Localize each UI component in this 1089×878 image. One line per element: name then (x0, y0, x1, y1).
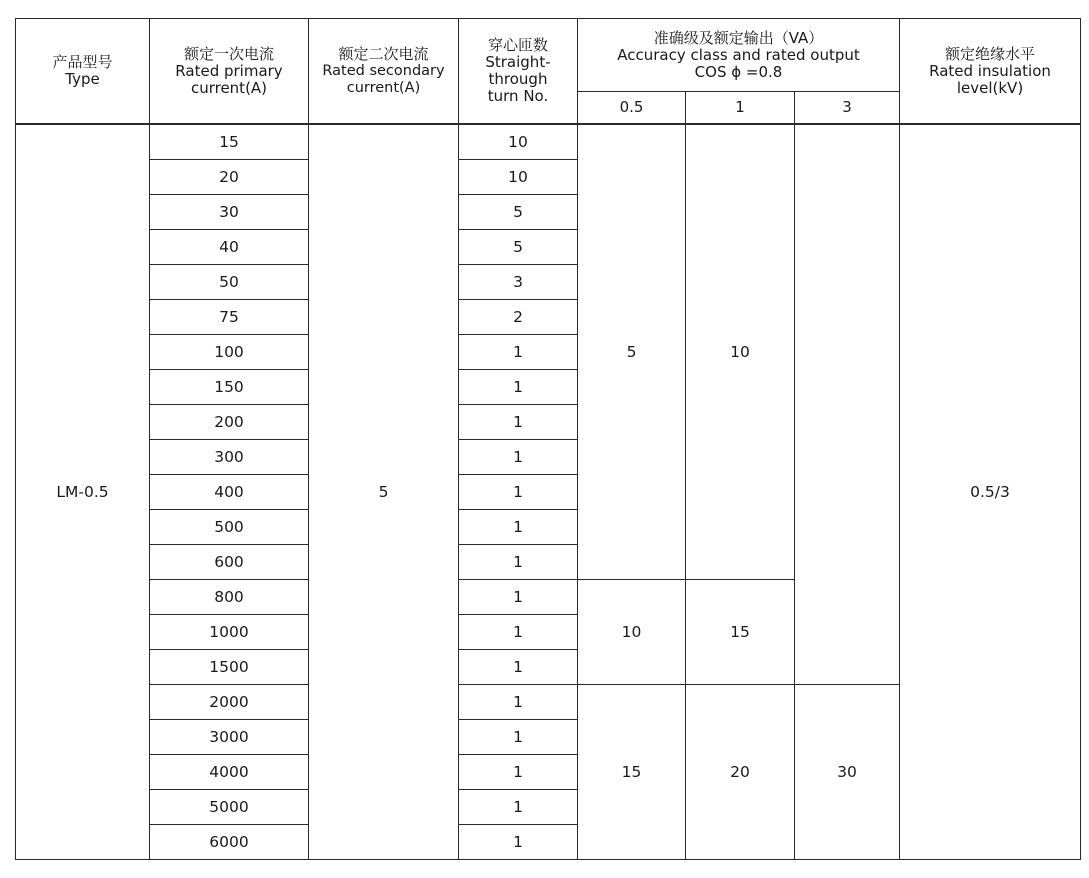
turns-cell: 5 (459, 195, 578, 230)
header-turns (459, 19, 578, 125)
header-accuracy-en1: Accuracy class and rated output (617, 45, 860, 64)
header-primary-zh: 额定一次电流 (183, 44, 274, 63)
header-insulation-en2: level(kV) (956, 78, 1024, 97)
turns-cell: 1 (459, 615, 578, 650)
table-row (16, 124, 1081, 160)
primary-current-cell: 100 (150, 335, 309, 370)
primary-current-cell: 800 (150, 580, 309, 615)
output-class-1-cell: 10 (686, 124, 795, 580)
header-secondary-en2: current(A) (346, 79, 421, 96)
turns-cell: 1 (459, 580, 578, 615)
turns-cell: 1 (459, 720, 578, 755)
primary-current-cell: 40 (150, 230, 309, 265)
header-accuracy-zh: 准确级及额定输出（VA） (653, 28, 824, 47)
primary-current-cell: 30 (150, 195, 309, 230)
turns-cell: 1 (459, 475, 578, 510)
primary-current-cell: 75 (150, 300, 309, 335)
header-type (16, 19, 150, 125)
header-turns-en2: through (488, 70, 548, 88)
header-primary-en2: current(A) (190, 78, 268, 97)
turns-cell: 1 (459, 405, 578, 440)
turns-cell: 10 (459, 124, 578, 160)
primary-current-cell: 6000 (150, 825, 309, 860)
header-class-0-5: 0.5 (578, 92, 686, 125)
turns-cell: 1 (459, 370, 578, 405)
header-type-en: Type (65, 70, 100, 88)
output-class-0-5-cell: 15 (578, 685, 686, 860)
header-type-zh: 产品型号 (52, 53, 113, 71)
primary-current-cell: 200 (150, 405, 309, 440)
spec-table (15, 18, 1081, 860)
output-class-1-cell: 15 (686, 580, 795, 685)
primary-current-cell: 2000 (150, 685, 309, 720)
header-secondary-current (309, 19, 459, 125)
header-insulation (900, 19, 1081, 125)
turns-cell: 1 (459, 685, 578, 720)
primary-current-cell: 600 (150, 545, 309, 580)
turns-cell: 1 (459, 825, 578, 860)
primary-current-cell: 150 (150, 370, 309, 405)
header-accuracy-en2: COS ϕ =0.8 (694, 62, 783, 81)
header-primary-current (150, 19, 309, 125)
header-secondary-zh: 额定二次电流 (338, 44, 429, 63)
output-class-3-empty-cell (795, 124, 900, 685)
primary-current-cell: 5000 (150, 790, 309, 825)
output-class-0-5-cell: 10 (578, 580, 686, 685)
turns-cell: 1 (459, 790, 578, 825)
insulation-cell: 0.5/3 (900, 124, 1081, 860)
header-secondary-en1: Rated secondary (322, 62, 445, 79)
turns-cell: 1 (459, 510, 578, 545)
turns-cell: 3 (459, 265, 578, 300)
header-insulation-zh: 额定绝缘水平 (945, 44, 1036, 63)
primary-current-cell: 500 (150, 510, 309, 545)
secondary-current-cell: 5 (309, 124, 459, 860)
header-turns-zh: 穿心匝数 (487, 36, 548, 54)
output-class-1-cell: 20 (686, 685, 795, 860)
turns-cell: 2 (459, 300, 578, 335)
turns-cell: 1 (459, 545, 578, 580)
primary-current-cell: 15 (150, 124, 309, 160)
primary-current-cell: 20 (150, 160, 309, 195)
header-class-3: 3 (795, 92, 900, 125)
primary-current-cell: 50 (150, 265, 309, 300)
turns-cell: 1 (459, 440, 578, 475)
primary-current-cell: 1500 (150, 650, 309, 685)
primary-current-cell: 1000 (150, 615, 309, 650)
header-turns-en3: turn No. (487, 87, 549, 105)
turns-cell: 10 (459, 160, 578, 195)
primary-current-cell: 300 (150, 440, 309, 475)
primary-current-cell: 400 (150, 475, 309, 510)
header-accuracy (578, 19, 900, 92)
type-cell: LM-0.5 (16, 124, 150, 860)
turns-cell: 1 (459, 335, 578, 370)
turns-cell: 1 (459, 755, 578, 790)
output-class-3-cell: 30 (795, 685, 900, 860)
primary-current-cell: 4000 (150, 755, 309, 790)
output-class-0-5-cell: 5 (578, 124, 686, 580)
header-insulation-en1: Rated insulation (929, 61, 1051, 80)
header-primary-en1: Rated primary (175, 61, 283, 80)
primary-current-cell: 3000 (150, 720, 309, 755)
turns-cell: 5 (459, 230, 578, 265)
header-turns-en1: Straight- (485, 53, 551, 71)
header-class-1: 1 (686, 92, 795, 125)
turns-cell: 1 (459, 650, 578, 685)
